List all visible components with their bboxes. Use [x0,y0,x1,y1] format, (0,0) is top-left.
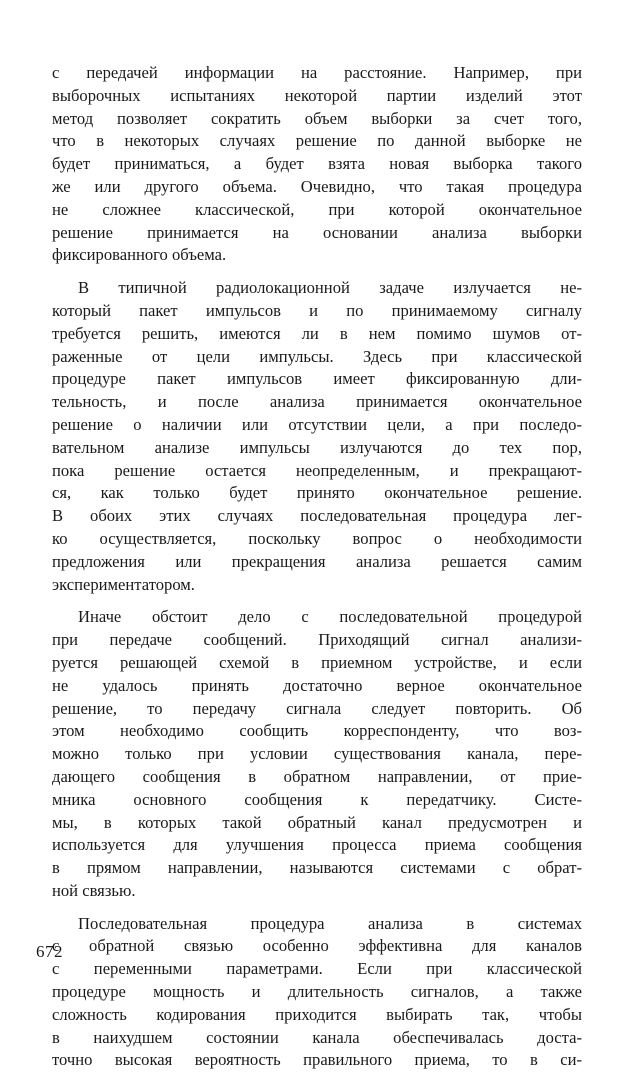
text-line: что в некоторых случаях решение по данной выборке не [52,131,582,151]
text-line: метод позволяет сократить объем выборки за счет того, [52,108,582,128]
text-line: раженные от цели импульсы. Здесь при классической [52,346,582,366]
text-line: выборочных испытаниях некоторой партии изделий этот [52,85,582,105]
text-line: решение, то передачу сигнала следует повторить. Об [52,698,582,718]
text-line: решение о наличии или отсутствии цели, а при последо- [52,414,582,434]
paragraph-1 [52,62,582,267]
text-line: Последовательная процедура анализа в системах [78,913,582,933]
text-line: в наихудшем состоянии канала обеспечивалась доста- [52,1027,582,1047]
text-line: ной связью. [52,880,136,900]
page-body [52,62,582,1072]
text-line: можно только при условии существования канала, пере- [52,744,582,764]
text-line: руется решающей схемой в приемном устройстве, и если [52,652,582,672]
paragraph-3 [52,606,582,902]
paragraph-gap [52,596,582,606]
paragraph-4 [52,913,582,1072]
text-line: который пакет импульсов и по принимаемому сигналу [52,300,582,320]
text-line: этом необходимо сообщить корреспонденту, что воз- [52,721,582,741]
text-line: будет приниматься, а будет взята новая выборка такого [52,154,582,174]
text-line: ко осуществляется, поскольку вопрос о необходимости [52,528,582,548]
text-line: предложения или прекращения анализа решается самим [52,551,582,571]
text-line: Иначе обстоит дело с последовательной процедурой [78,607,582,627]
page-number: 672 [36,942,63,961]
text-line: с передачей информации на расстояние. Например, при [52,63,582,82]
text-line: пока решение остается неопределенным, и прекращают- [52,460,582,480]
text-line: с переменными параметрами. Если при классической [52,959,582,979]
text-line: сложность кодирования приходится выбирать так, чтобы [52,1004,582,1024]
text-line: в прямом направлении, называются системами с обрат- [52,858,582,878]
text-line: процедуре пакет импульсов имеет фиксированную дли- [52,369,582,389]
text-line: точно высокая вероятность правильного приема, то в си- [52,1050,582,1070]
text-line: мы, в которых такой обратный канал предусмотрен и [52,812,582,832]
text-line: не удалось принять достаточно верное окончательное [52,675,582,695]
text-line: используется для улучшения процесса приема сообщения [52,835,582,855]
text-line: вательном анализе импульсы излучаются до тех пор, [52,437,582,457]
paragraph-gap [52,903,582,913]
text-line: при передаче сообщений. Приходящий сигнал анализи- [52,630,582,650]
text-line: В обоих этих случаях последовательная процедура лег- [52,506,582,526]
text-line: ся, как только будет принято окончательное решение. [52,483,582,503]
text-line: с обратной связью особенно эффективна для каналов [52,936,582,956]
text-line: решение принимается на основании анализа выборки [52,222,582,242]
text-line: процедуре мощность и длительность сигналов, а также [52,982,582,1002]
text-line: мника основного сообщения к передатчику. Систе- [52,789,582,809]
paragraph-2 [52,277,582,596]
paragraph-gap [52,267,582,277]
text-line: В типичной радиолокационной задаче излучается не- [78,278,582,298]
text-line: не сложнее классической, при которой окончательное [52,199,582,219]
text-line: требуется решить, имеются ли в нем помимо шумов от- [52,323,582,343]
text-line: тельность, и после анализа принимается окончательное [52,392,582,412]
text-line: фиксированного объема. [52,245,227,265]
text-line: дающего сообщения в обратном направлении, от прие- [52,766,582,786]
text-line: же или другого объема. Очевидно, что такая процедура [52,176,582,196]
text-line: экспериментатором. [52,574,195,594]
